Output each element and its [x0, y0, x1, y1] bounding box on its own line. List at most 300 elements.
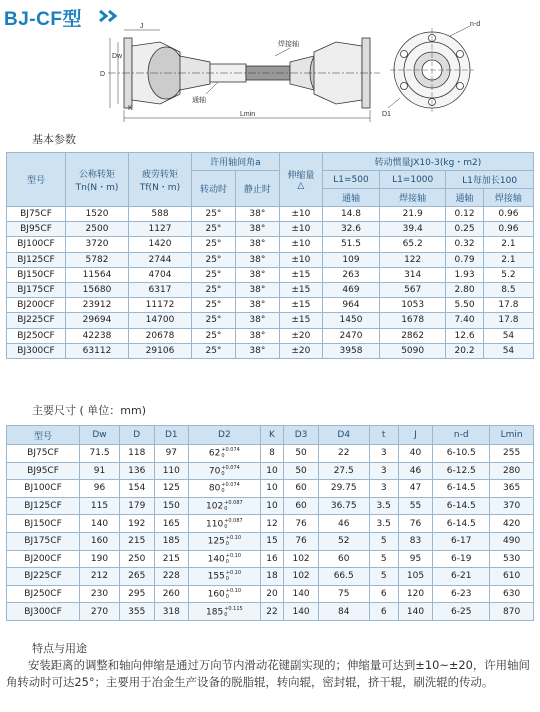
th-angle-stop: 静止时: [235, 171, 279, 207]
table-row: [7, 328, 534, 343]
table-row: [7, 550, 534, 568]
table-cell: 215: [120, 532, 155, 550]
table-cell: 29106: [129, 343, 192, 358]
table-cell: 38°: [235, 207, 279, 222]
label-Lmin: Lmin: [240, 111, 256, 118]
table-cell: 165: [154, 515, 189, 533]
table-cell: 71.5: [80, 445, 120, 463]
tolerance-upper: +0.087: [224, 500, 243, 507]
table-cell: 51.5: [322, 237, 379, 252]
table-row: [7, 282, 534, 297]
table-cell: 1.93: [446, 267, 484, 282]
table-cell: 8.5: [483, 282, 533, 297]
table-cell: 4704: [129, 267, 192, 282]
table-cell: BJ175CF: [7, 532, 80, 550]
section-features: 特点与用途: [32, 642, 87, 655]
table-cell: 260: [154, 585, 189, 603]
th-dim: D4: [318, 426, 369, 445]
table-cell: 3: [369, 480, 398, 498]
table-cell: 3: [369, 445, 398, 463]
table-cell: 1450: [322, 313, 379, 328]
table-cell: 122: [380, 252, 446, 267]
tolerance: [221, 465, 240, 477]
tolerance-lower: 0: [225, 558, 229, 565]
table-cell: 370: [490, 497, 534, 515]
table-cell: 250: [120, 550, 155, 568]
tolerance-upper: +0.087: [224, 517, 243, 524]
table-cell: 295: [120, 585, 155, 603]
table-cell: 2500: [66, 222, 129, 237]
table-row: [7, 497, 534, 515]
table-cell: 29694: [66, 313, 129, 328]
table-cell: 14700: [129, 313, 192, 328]
table-cell: 40: [398, 445, 433, 463]
table-cell: 11564: [66, 267, 129, 282]
table-cell: 490: [490, 532, 534, 550]
table-cell: 25°: [192, 282, 236, 297]
table-cell: 6-19: [433, 550, 490, 568]
th-through: 通轴: [322, 189, 379, 207]
table-cell: 54: [483, 343, 533, 358]
table-cell: 52: [318, 532, 369, 550]
label-D1: D1: [382, 111, 391, 118]
table-cell: 355: [120, 603, 155, 621]
tolerance: [221, 482, 240, 494]
table-cell: 46: [398, 462, 433, 480]
tolerance-lower: 0: [224, 523, 228, 530]
th-dim: D: [120, 426, 155, 445]
table-cell: 115: [80, 497, 120, 515]
tolerance: [221, 447, 240, 459]
table-cell: 469: [322, 282, 379, 297]
table-cell: 6: [369, 603, 398, 621]
table-cell: 1420: [129, 237, 192, 252]
table-cell: 91: [80, 462, 120, 480]
label-through-shaft: 通轴: [192, 97, 206, 104]
d2-value: 155: [207, 571, 225, 582]
page-title: BJ-CF型: [4, 9, 82, 30]
table-cell: 8: [260, 445, 284, 463]
shaft-drawing: [100, 18, 540, 130]
section-basic-params: 基本参数: [32, 133, 76, 146]
table-cell: 5.50: [446, 298, 484, 313]
table-cell: ±15: [279, 313, 322, 328]
table-cell: 50: [284, 462, 319, 480]
tolerance-upper: +0.10: [225, 570, 242, 577]
label-weld-shaft: 焊接轴: [278, 41, 299, 48]
table-cell: 75: [318, 585, 369, 603]
table-cell: 270: [80, 603, 120, 621]
tolerance-upper: +0.074: [221, 482, 240, 489]
basic-params-table: [6, 152, 534, 359]
tolerance: [224, 500, 243, 512]
table-cell: 25°: [192, 328, 236, 343]
table-cell: 102: [284, 568, 319, 586]
table-cell: [189, 550, 261, 568]
table-cell: ±20: [279, 328, 322, 343]
table-cell: 265: [120, 568, 155, 586]
table-row: [7, 343, 534, 358]
table-cell: 365: [490, 480, 534, 498]
table-cell: 0.79: [446, 252, 484, 267]
table-cell: 964: [322, 298, 379, 313]
table-cell: 11172: [129, 298, 192, 313]
table-row: [7, 237, 534, 252]
table-cell: ±10: [279, 207, 322, 222]
table-cell: 230: [80, 585, 120, 603]
table-cell: 5.2: [483, 267, 533, 282]
th-l1000: L1=1000: [380, 171, 446, 189]
th-dim: Lmin: [490, 426, 534, 445]
th-dim: D3: [284, 426, 319, 445]
table-cell: 215: [154, 550, 189, 568]
table-cell: 228: [154, 568, 189, 586]
table-cell: 21.9: [380, 207, 446, 222]
table-cell: ±15: [279, 298, 322, 313]
table-cell: 105: [398, 568, 433, 586]
table-cell: 6-14.5: [433, 480, 490, 498]
d2-value: 80: [208, 483, 221, 494]
table-cell: 160: [80, 532, 120, 550]
table-cell: 263: [322, 267, 379, 282]
table-cell: 2.80: [446, 282, 484, 297]
table-cell: BJ75CF: [7, 207, 66, 222]
table-cell: 55: [398, 497, 433, 515]
table-row: [7, 462, 534, 480]
table-cell: 47: [398, 480, 433, 498]
table-cell: 6-23: [433, 585, 490, 603]
table-cell: 530: [490, 550, 534, 568]
table-cell: BJ100CF: [7, 237, 66, 252]
table-cell: 25°: [192, 267, 236, 282]
table-cell: 65.2: [380, 237, 446, 252]
th-tn: 公称转矩 Tn(N・m): [66, 153, 129, 207]
table-row: [7, 568, 534, 586]
table-cell: 2.1: [483, 237, 533, 252]
table-cell: ±10: [279, 237, 322, 252]
tolerance: [226, 553, 241, 565]
th-dim: D1: [154, 426, 189, 445]
table-row: [7, 585, 534, 603]
table-cell: 136: [120, 462, 155, 480]
tolerance-upper: +0.10: [225, 552, 242, 559]
table-cell: 6-21: [433, 568, 490, 586]
table-cell: BJ75CF: [7, 445, 80, 463]
main-dims-table: [6, 425, 534, 621]
label-J: J: [140, 23, 144, 30]
th-l500: L1=500: [322, 171, 379, 189]
table-cell: 0.96: [483, 222, 533, 237]
table-row: [7, 298, 534, 313]
table-cell: 6-17: [433, 532, 490, 550]
table-cell: 109: [322, 252, 379, 267]
table-cell: 25°: [192, 222, 236, 237]
table-cell: [189, 462, 261, 480]
table-cell: 84: [318, 603, 369, 621]
th-weld: 焊接轴: [380, 189, 446, 207]
table-cell: 60: [284, 480, 319, 498]
tolerance-upper: +0.115: [224, 605, 243, 612]
d2-value: 140: [207, 554, 225, 565]
tolerance-lower: 0: [221, 488, 225, 495]
table-cell: 588: [129, 207, 192, 222]
table-row: [7, 532, 534, 550]
table-cell: 179: [120, 497, 155, 515]
tolerance: [224, 518, 243, 530]
table-cell: 5: [369, 568, 398, 586]
tolerance-lower: 0: [224, 611, 228, 618]
table-cell: BJ100CF: [7, 480, 80, 498]
table-cell: 22: [260, 603, 284, 621]
table-cell: 46: [318, 515, 369, 533]
table-cell: 15680: [66, 282, 129, 297]
table-cell: 76: [398, 515, 433, 533]
th-dim: 型号: [7, 426, 80, 445]
table-cell: BJ300CF: [7, 603, 80, 621]
table-cell: BJ150CF: [7, 515, 80, 533]
table-cell: BJ95CF: [7, 222, 66, 237]
table-cell: 15: [260, 532, 284, 550]
table-cell: 125: [154, 480, 189, 498]
table-cell: 110: [154, 462, 189, 480]
table-cell: 17.8: [483, 298, 533, 313]
tolerance: [226, 535, 241, 547]
table-cell: 38°: [235, 267, 279, 282]
table-cell: 192: [120, 515, 155, 533]
tolerance-upper: +0.10: [225, 535, 242, 542]
table-cell: 1678: [380, 313, 446, 328]
table-row: [7, 267, 534, 282]
d2-value: 110: [206, 519, 224, 530]
table-cell: 54: [483, 328, 533, 343]
table-cell: 3.5: [369, 515, 398, 533]
table-row: [7, 445, 534, 463]
table-cell: ±10: [279, 222, 322, 237]
table-cell: BJ125CF: [7, 497, 80, 515]
table-cell: 102: [284, 550, 319, 568]
th-dim: n-d: [433, 426, 490, 445]
table-cell: 255: [490, 445, 534, 463]
table-cell: 63112: [66, 343, 129, 358]
table-cell: [189, 497, 261, 515]
tolerance-upper: +0.074: [221, 464, 240, 471]
table-cell: 25°: [192, 313, 236, 328]
table-cell: 42238: [66, 328, 129, 343]
table-cell: 2744: [129, 252, 192, 267]
table-cell: 12: [260, 515, 284, 533]
table-cell: BJ225CF: [7, 568, 80, 586]
table-cell: 25°: [192, 298, 236, 313]
table-cell: 18: [260, 568, 284, 586]
d2-value: 70: [208, 466, 221, 477]
th-dim: Dw: [80, 426, 120, 445]
table-cell: 150: [154, 497, 189, 515]
table-cell: 50: [284, 445, 319, 463]
table-cell: BJ125CF: [7, 252, 66, 267]
table-cell: 38°: [235, 252, 279, 267]
table-cell: 16: [260, 550, 284, 568]
table-cell: BJ200CF: [7, 550, 80, 568]
tolerance: [224, 606, 243, 618]
table-cell: 22: [318, 445, 369, 463]
d2-value: 62: [208, 448, 221, 459]
th-weld2: 焊接轴: [483, 189, 533, 207]
th-through2: 通轴: [446, 189, 484, 207]
th-model: 型号: [7, 153, 66, 207]
table-cell: 6317: [129, 282, 192, 297]
table-cell: BJ225CF: [7, 313, 66, 328]
table-cell: 27.5: [318, 462, 369, 480]
d2-value: 102: [206, 501, 224, 512]
features-text: 安装距离的调整和轴向伸缩是通过万向节内滑动花键副实现的；伸缩量可达到±10~±20，许用轴间角转动时可达25°；主要用于冶金生产设备的脱脂辊，转向辊，密封辊，挤干辊，刷洗辊的传动。: [6, 658, 530, 689]
table-cell: 140: [284, 603, 319, 621]
table-cell: 567: [380, 282, 446, 297]
table-cell: BJ175CF: [7, 282, 66, 297]
table-cell: 2862: [380, 328, 446, 343]
table-cell: 38°: [235, 343, 279, 358]
table-cell: 10: [260, 480, 284, 498]
table-cell: 318: [154, 603, 189, 621]
table-cell: [189, 603, 261, 621]
d2-value: 160: [207, 589, 225, 600]
th-dim: K: [260, 426, 284, 445]
table-cell: BJ95CF: [7, 462, 80, 480]
table-cell: [189, 585, 261, 603]
tolerance-lower: 0: [221, 470, 225, 477]
table-cell: 6-10.5: [433, 445, 490, 463]
table-cell: 38°: [235, 282, 279, 297]
d2-value: 185: [206, 607, 224, 618]
table-cell: 140: [80, 515, 120, 533]
table-cell: 38°: [235, 328, 279, 343]
th-angle-run: 转动时: [192, 171, 236, 207]
table-cell: 870: [490, 603, 534, 621]
table-cell: 76: [284, 532, 319, 550]
table-cell: [189, 515, 261, 533]
table-cell: 190: [80, 550, 120, 568]
table-cell: 140: [398, 603, 433, 621]
th-dim: J: [398, 426, 433, 445]
table-cell: 0.12: [446, 207, 484, 222]
table-cell: 3.5: [369, 497, 398, 515]
table-cell: 154: [120, 480, 155, 498]
table-cell: [189, 480, 261, 498]
table-cell: 610: [490, 568, 534, 586]
tolerance-lower: 0: [221, 453, 225, 460]
table-cell: 7.40: [446, 313, 484, 328]
tolerance-lower: 0: [225, 541, 229, 548]
table-cell: 5: [369, 550, 398, 568]
table-cell: BJ250CF: [7, 328, 66, 343]
label-Dw: Dw: [112, 53, 123, 60]
th-inertia: 转动惯量JX10-3(kg・m2): [322, 153, 533, 171]
table-cell: 20678: [129, 328, 192, 343]
table-cell: 14.8: [322, 207, 379, 222]
table-cell: 38°: [235, 313, 279, 328]
tolerance-upper: +0.10: [225, 588, 242, 595]
table-cell: ±20: [279, 343, 322, 358]
th-dim: D2: [189, 426, 261, 445]
table-cell: 3720: [66, 237, 129, 252]
table-cell: 2470: [322, 328, 379, 343]
table-cell: 420: [490, 515, 534, 533]
table-cell: 10: [260, 462, 284, 480]
table-cell: 38°: [235, 237, 279, 252]
table-cell: 0.25: [446, 222, 484, 237]
table-cell: ±15: [279, 267, 322, 282]
tolerance-lower: 0: [225, 594, 229, 601]
th-angle: 许用轴间角a: [192, 153, 280, 171]
tolerance: [226, 570, 241, 582]
table-cell: 212: [80, 568, 120, 586]
table-cell: 96: [80, 480, 120, 498]
table-cell: 97: [154, 445, 189, 463]
table-row: [7, 313, 534, 328]
table-cell: 25°: [192, 237, 236, 252]
table-cell: 5090: [380, 343, 446, 358]
tolerance-lower: 0: [224, 506, 228, 513]
d2-value: 125: [207, 536, 225, 547]
table-cell: 1127: [129, 222, 192, 237]
table-cell: 32.6: [322, 222, 379, 237]
table-cell: 66.5: [318, 568, 369, 586]
table-cell: 6: [369, 585, 398, 603]
table-cell: 25°: [192, 343, 236, 358]
table-cell: 36.75: [318, 497, 369, 515]
table-cell: 29.75: [318, 480, 369, 498]
table-cell: 60: [318, 550, 369, 568]
table-cell: 76: [284, 515, 319, 533]
table-cell: 23912: [66, 298, 129, 313]
table-cell: BJ150CF: [7, 267, 66, 282]
table-cell: 95: [398, 550, 433, 568]
table-cell: 118: [120, 445, 155, 463]
table-cell: 60: [284, 497, 319, 515]
table-cell: 3: [369, 462, 398, 480]
table-cell: 6-14.5: [433, 497, 490, 515]
table-cell: 25°: [192, 207, 236, 222]
table-cell: BJ200CF: [7, 298, 66, 313]
th-l100: L1每加长100: [446, 171, 534, 189]
table-cell: 20.2: [446, 343, 484, 358]
table-cell: 0.32: [446, 237, 484, 252]
tolerance-lower: 0: [225, 576, 229, 583]
table-cell: 314: [380, 267, 446, 282]
table-cell: [189, 532, 261, 550]
table-cell: 12.6: [446, 328, 484, 343]
section-main-dims: 主要尺寸 ( 单位：mm): [32, 404, 147, 417]
table-cell: 38°: [235, 222, 279, 237]
label-D: D: [100, 71, 106, 78]
table-cell: BJ250CF: [7, 585, 80, 603]
table-cell: 1520: [66, 207, 129, 222]
table-cell: BJ300CF: [7, 343, 66, 358]
table-cell: 3958: [322, 343, 379, 358]
th-dim: t: [369, 426, 398, 445]
table-cell: ±10: [279, 252, 322, 267]
table-cell: 0.96: [483, 207, 533, 222]
table-row: [7, 252, 534, 267]
tolerance-upper: +0.074: [221, 447, 240, 454]
table-row: [7, 603, 534, 621]
table-cell: 25°: [192, 252, 236, 267]
table-cell: 10: [260, 497, 284, 515]
table-cell: 140: [284, 585, 319, 603]
table-cell: 1053: [380, 298, 446, 313]
table-cell: 280: [490, 462, 534, 480]
table-cell: 120: [398, 585, 433, 603]
table-cell: 2.1: [483, 252, 533, 267]
